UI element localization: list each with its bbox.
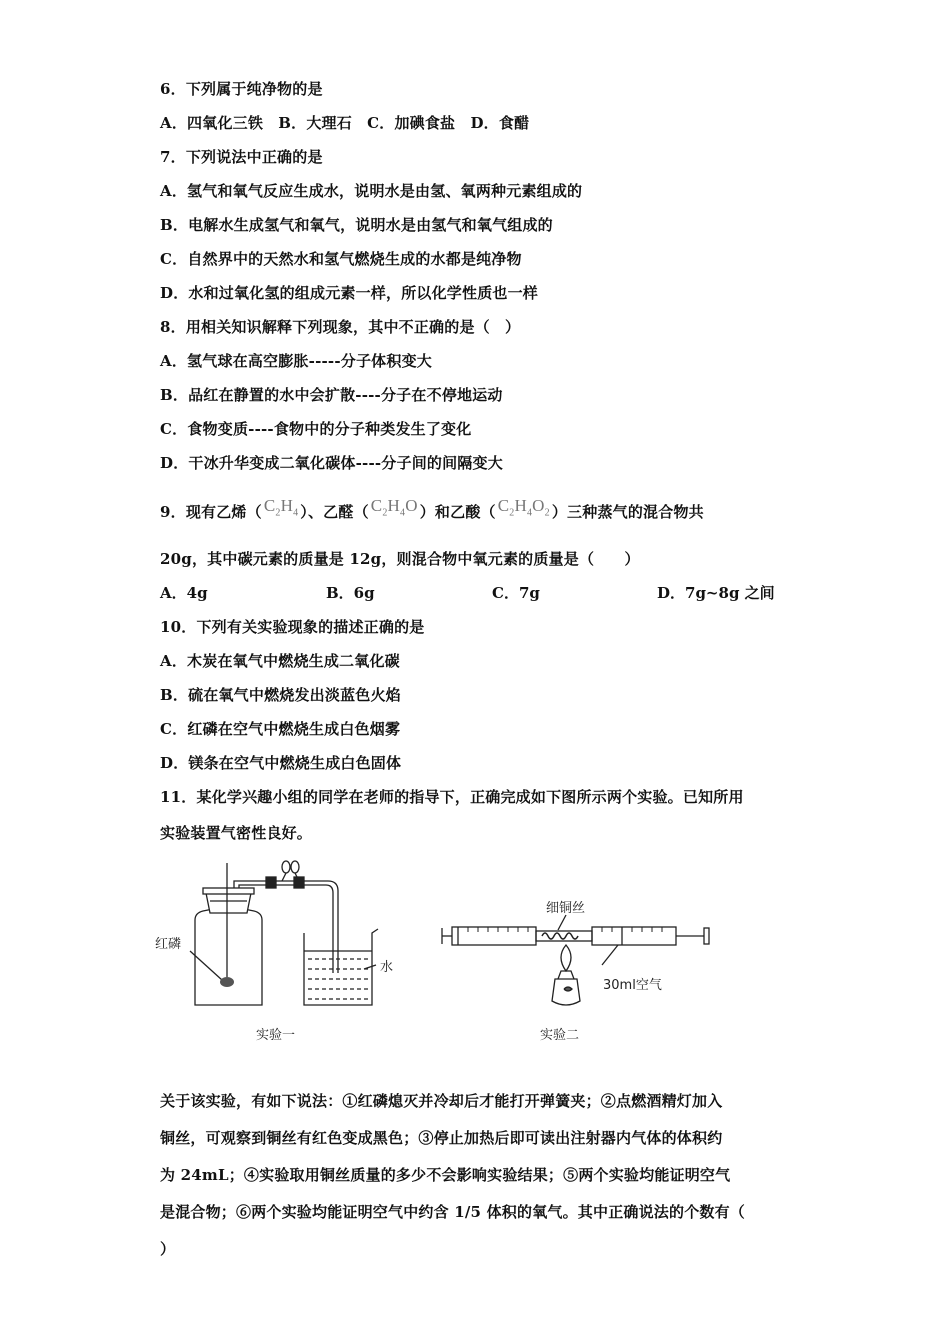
q10-option-d: D．镁条在空气中燃烧生成白色固体 [160, 754, 402, 772]
q8-option-d: D．干冰升华变成二氧化碳体----分子间的间隔变大 [160, 454, 503, 472]
q8-option-c: C．食物变质----食物中的分子种类发生了变化 [160, 420, 472, 438]
q9-part4: ）三种蒸气的混合物共 [551, 503, 704, 521]
q9-option-b: B．6g [326, 584, 375, 602]
q8-option-a: A．氢气球在高空膨胀-----分子体积变大 [160, 352, 432, 370]
q9-part1: 9．现有乙烯（ [160, 503, 262, 521]
q11-body-line1: 关于该实验，有如下说法：①红磷熄灭并冷却后才能打开弹簧夹；②点燃酒精灯加入 [160, 1092, 723, 1110]
label-water: 水 [380, 960, 394, 975]
q7-option-b: B．电解水生成氢气和氧气，说明水是由氢气和氧气组成的 [160, 216, 553, 234]
q11-body-line4: 是混合物；⑥两个实验均能证明空气中约含 1/5 体积的氧气。其中正确说法的个数有（ [160, 1203, 746, 1221]
q9-part2: ）、乙醛（ [300, 503, 369, 521]
q8-option-b: B．品红在静置的水中会扩散----分子在不停地运动 [160, 386, 503, 404]
q11-body-line5: ） [160, 1240, 176, 1258]
q10-option-a: A．木炭在氧气中燃烧生成二氧化碳 [160, 652, 400, 670]
q11-body-line3: 为 24mL；④实验取用铜丝质量的多少不会影响实验结果；⑤两个实验均能证明空气 [160, 1166, 731, 1184]
q9-option-a: A．4g [160, 584, 208, 602]
q10-stem: 10．下列有关实验现象的描述正确的是 [160, 618, 425, 636]
formula-acetaldehyde: $C_2H_4O$ [370, 496, 418, 519]
q9-option-d: D．7g~8g 之间 [657, 584, 775, 602]
label-copper-wire: 细铜丝 [546, 901, 586, 916]
q7-stem: 7．下列说法中正确的是 [160, 148, 323, 166]
q10-option-b: B．硫在氧气中燃烧发出淡蓝色火焰 [160, 686, 401, 704]
experiment-one-diagram [150, 855, 390, 1015]
caption-experiment-two: 实验二 [540, 1028, 580, 1043]
label-30ml-air: 30ml空气 [603, 978, 662, 993]
q9-part3: ）和乙酸（ [419, 503, 496, 521]
label-red-phosphorus: 红磷 [155, 937, 182, 952]
q11-stem-line2: 实验装置气密性良好。 [160, 824, 313, 842]
phosphorus-spoon [220, 977, 234, 987]
q7-option-d: D．水和过氧化氢的组成元素一样，所以化学性质也一样 [160, 284, 539, 302]
q11-body-line2: 铜丝，可观察到铜丝有红色变成黑色；③停止加热后即可读出注射器内气体的体积约 [160, 1129, 723, 1147]
q7-option-a: A．氢气和氧气反应生成水，说明水是由氢、氧两种元素组成的 [160, 182, 583, 200]
q7-option-c: C．自然界中的天然水和氢气燃烧生成的水都是纯净物 [160, 250, 522, 268]
q9-option-c: C．7g [492, 584, 540, 602]
q11-stem-line1: 11．某化学兴趣小组的同学在老师的指导下，正确完成如下图所示两个实验。已知所用 [160, 788, 744, 806]
q10-option-c: C．红磷在空气中燃烧生成白色烟雾 [160, 720, 401, 738]
q9-stem-line1 [160, 496, 704, 522]
formula-ethylene: $C_2H_4$ [263, 496, 299, 519]
formula-acetic-acid: $C_2H_4O_2$ [497, 496, 550, 519]
caption-experiment-one: 实验一 [256, 1028, 296, 1043]
q6-options: A．四氧化三铁 B．大理石 C．加碘食盐 D．食醋 [160, 114, 530, 132]
q9-stem-line2: 20g，其中碳元素的质量是 12g，则混合物中氧元素的质量是（ ） [160, 550, 640, 568]
q8-stem: 8．用相关知识解释下列现象，其中不正确的是（ ） [160, 318, 521, 336]
q6-stem: 6．下列属于纯净物的是 [160, 80, 323, 98]
